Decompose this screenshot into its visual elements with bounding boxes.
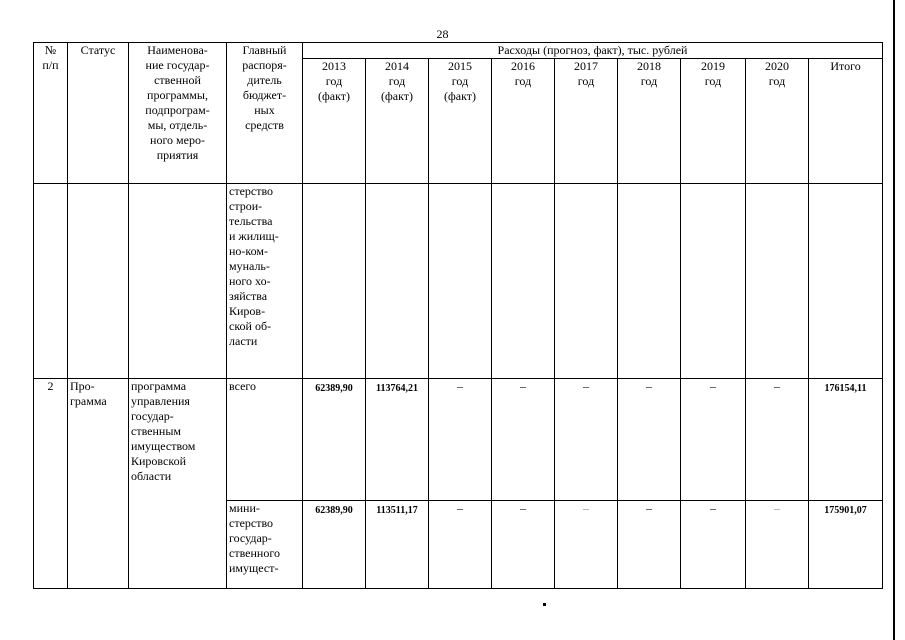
row-status	[68, 184, 129, 379]
header-year-2020: 2020 год	[746, 59, 809, 184]
header-year-2015: 2015 год (факт)	[429, 59, 492, 184]
value-cell	[366, 184, 429, 379]
row-number: 2	[34, 379, 68, 589]
header-expenses: Расходы (прогноз, факт), тыс. рублей	[303, 43, 883, 59]
value-2018: –	[618, 501, 681, 589]
value-cell	[618, 184, 681, 379]
header-program-name: Наименова- ние государ- ственной программы, подпрограм- мы, отдель- ного меро- приятия	[129, 43, 227, 184]
scan-speck	[543, 603, 546, 606]
value-total: 175901,07	[809, 501, 883, 589]
header-budget-distributor: Главный распоря- дитель бюджет- ных средств	[227, 43, 303, 184]
value-cell	[746, 184, 809, 379]
value-2014: 113511,17	[366, 501, 429, 589]
value-cell	[492, 184, 555, 379]
row-program-name: программа управления государ- ственным имуществом Кировской области	[129, 379, 227, 589]
value-2016: –	[492, 501, 555, 589]
value-2015: –	[429, 501, 492, 589]
value-2020: –	[746, 501, 809, 589]
value-2017: –	[555, 501, 618, 589]
page-border-line	[893, 0, 895, 640]
row-distributor: стерство строи- тельства и жилищ- но-ком- муналь- ного хо- зяйства Киров- ской об- ласти	[227, 184, 303, 379]
expenses-table	[33, 42, 883, 589]
header-year-2017: 2017 год	[555, 59, 618, 184]
value-2016: –	[492, 379, 555, 501]
row-number	[34, 184, 68, 379]
value-cell	[555, 184, 618, 379]
value-2015: –	[429, 379, 492, 501]
header-year-2013: 2013 год (факт)	[303, 59, 366, 184]
header-number: № п/п	[34, 43, 68, 184]
value-2020: –	[746, 379, 809, 501]
header-year-2019: 2019 год	[681, 59, 746, 184]
value-cell	[429, 184, 492, 379]
value-2018: –	[618, 379, 681, 501]
value-2013: 62389,90	[303, 379, 366, 501]
value-cell	[681, 184, 746, 379]
table-row	[34, 184, 883, 379]
page-number: 28	[436, 27, 449, 41]
value-2014: 113764,21	[366, 379, 429, 501]
value-total: 176154,11	[809, 379, 883, 501]
header-total: Итого	[809, 59, 883, 184]
header-status: Статус	[68, 43, 129, 184]
header-year-2016: 2016 год	[492, 59, 555, 184]
value-2017: –	[555, 379, 618, 501]
header-year-2018: 2018 год	[618, 59, 681, 184]
row-status: Про- грамма	[68, 379, 129, 589]
header-year-2014: 2014 год (факт)	[366, 59, 429, 184]
row-program-name	[129, 184, 227, 379]
table-row	[34, 379, 883, 501]
row-distributor: мини- стерство государ- ственного имущест-	[227, 501, 303, 589]
value-cell	[303, 184, 366, 379]
value-cell	[809, 184, 883, 379]
value-2013: 62389,90	[303, 501, 366, 589]
value-2019: –	[681, 379, 746, 501]
row-distributor: всего	[227, 379, 303, 501]
value-2019: –	[681, 501, 746, 589]
